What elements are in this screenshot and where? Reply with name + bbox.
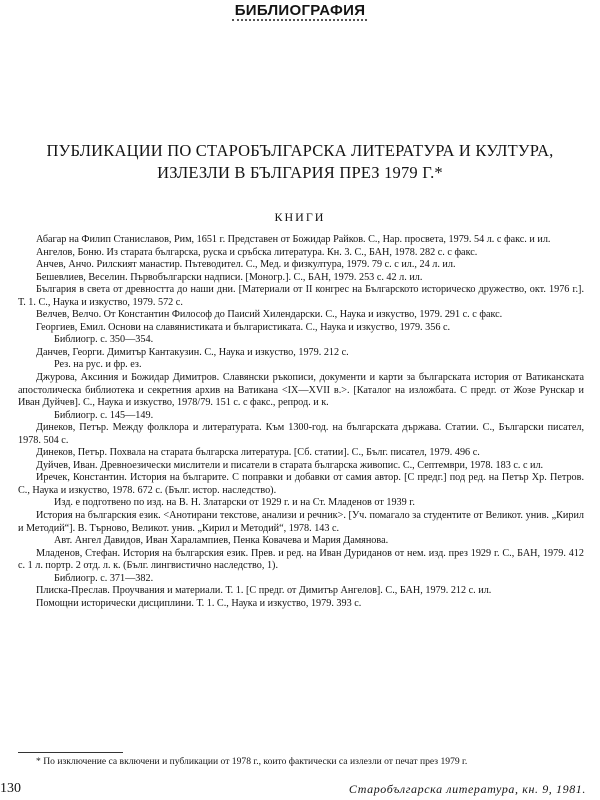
bibliography-entry: Георгиев, Емил. Основи на славянистиката и българистиката. С., Наука и изкуство, 1979. 356 с.	[36, 321, 451, 333]
article-title-line-2: ИЗЛЕЗЛИ В БЪЛГАРИЯ ПРЕЗ 1979 Г.*	[157, 163, 443, 182]
section-heading: КНИГИ	[274, 210, 326, 224]
header-rule	[232, 19, 367, 21]
footnote-rule	[18, 752, 123, 753]
entry-note: Библиогр. с. 371—382.	[54, 572, 154, 584]
journal-citation: Старобългарска литература, кн. 9, 1981.	[348, 782, 586, 796]
bibliography-entry: Данчев, Георги. Димитър Кантакузин. С., Наука и изкуство, 1979. 212 с.	[36, 346, 349, 358]
bibliography-entry: История на българския език. <Анотирани текстове, анализи и речник>. [Уч. помагало за студентите от Великот. унив. „Кирил и Методий“]. В. Търново, Великот. унив. „Кирил и Методий“, 1978. 143 с.	[18, 510, 584, 534]
bibliography-entry: Плиска-Преслав. Проучвания и материали. Т. 1. [С предг. от Димитър Ангелов]. С., БАН, 1979. 212 с. ил.	[36, 585, 492, 597]
bibliography-entry: Иречек, Константин. История на българите. С поправки и добавки от самия автор. [С предг.] под ред. на Петър Хр. Петров. С., Наука и изкуство, 1978. 672 с. (Бълг. истор. наследство).	[18, 472, 584, 496]
running-header	[0, 0, 600, 19]
entry-note: Изд. е подготвено по изд. на В. Н. Златарски от 1929 г. и на Ст. Младенов от 1939 г.	[54, 497, 415, 509]
bibliography-entry: Динеков, Петър. Между фолклора и литературата. Към 1300-год. на българската държава. Статии. С., Български писател, 1978. 504 с.	[18, 422, 584, 446]
bibliography-entry: Бешевлиев, Веселин. Първобългарски надписи. [Моногр.]. С., БАН, 1979. 253 с. 42 л. ил.	[36, 271, 423, 283]
footnote: * По изключение са включени и публикации от 1978 г., които фактически са излезли от печат през 1979 г.	[36, 756, 468, 767]
bibliography-entry: България в света от древността до наши дни. [Материали от II конгрес на Българското историческо дружество, окт. 1976 г.]. Т. 1. С., Наука и изкуство, 1979. 572 с.	[18, 284, 584, 308]
bibliography-list	[18, 234, 584, 754]
bibliography-entry: Анчев, Анчо. Рилският манастир. Пътеводител. С., Мед. и физкултура, 1979. 79 с. с ил., 24 л. ил.	[36, 259, 456, 271]
entry-note: Библиогр. с. 145—149.	[54, 409, 154, 421]
entry-note: Авт. Ангел Давидов, Иван Харалампиев, Пенка Ковачева и Мария Дамянова.	[54, 535, 389, 547]
running-title: БИБЛИОГРАФИЯ	[234, 2, 366, 19]
bibliography-entry: Велчев, Велчо. От Константин Философ до Паисий Хилендарски. С., Наука и изкуство, 1979. 291 с. с факс.	[36, 309, 503, 321]
bibliography-entry: Дуйчев, Иван. Древноезически мислители и писатели в старата българска живопис. С., Септември, 1978. 183 с. с ил.	[36, 459, 544, 471]
bibliography-entry: Помощни исторически дисциплини. Т. 1. С., Наука и изкуство, 1979. 393 с.	[36, 597, 362, 609]
entry-note: Рез. на рус. и фр. ез.	[54, 359, 142, 371]
article-title-line-1: ПУБЛИКАЦИИ ПО СТАРОБЪЛГАРСКА ЛИТЕРАТУРА И КУЛТУРА,	[46, 141, 554, 160]
bibliography-entry: Младенов, Стефан. История на българския език. Прев. и ред. на Иван Дуриданов от нем. изд. през 1929 г. С., БАН, 1979. 412 с. 1 л. портр. 2 отд. л. к. (Бълг. лингвистично наследство, 1).	[18, 547, 584, 572]
bibliography-entry: Ангелов, Боню. Из старата българска, руска и сръбска литература. Кн. 3. С., БАН, 1978. 282 с. с факс.	[36, 246, 478, 258]
article-title	[20, 140, 580, 184]
bibliography-entry: Абагар на Филип Станиславов, Рим, 1651 г. Представен от Божидар Райков. С., Нар. просвета, 1979. 54 л. с факс. и ил.	[36, 234, 551, 245]
bibliography-entry: Динеков, Петър. Похвала на старата българска литература. [Сб. статии]. С., Бълг. писател, 1979. 496 с.	[36, 447, 480, 459]
bibliography-entry: Джурова, Аксиния и Божидар Димитров. Славянски ръкописи, документи и карти за българската история от Ватиканската апостолическа библиотека и секретния архив на Ватикана <IX—XVII в.>. [Каталог на изложбата. С предг. от Жозе Рунскар и Иван Дуйчев]. С., Наука и изкуство, 1978/79. 151 с. с факс., репрод. и к.	[18, 372, 584, 409]
page-number: 130	[0, 781, 21, 796]
entry-note: Библиогр. с. 350—354.	[54, 334, 154, 346]
